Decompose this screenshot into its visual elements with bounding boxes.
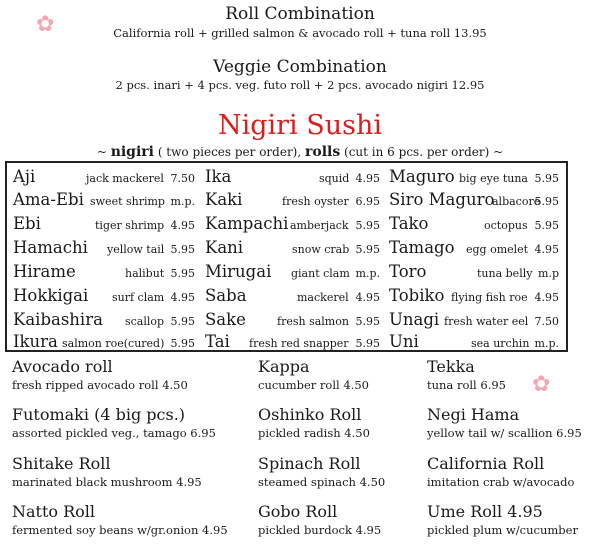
roll-item	[12, 405, 216, 440]
nigiri-item-price: 4.95	[534, 291, 559, 304]
nigiri-item	[13, 167, 195, 191]
nigiri-item-name: Ebi	[13, 214, 41, 233]
nigiri-item-name: Toro	[389, 262, 427, 281]
roll-name: Negi Hama	[427, 405, 520, 424]
roll-desc: assorted pickled veg., tamago 6.95	[12, 426, 216, 440]
roll-name: Natto Roll	[12, 502, 96, 521]
nigiri-item-desc: squid	[319, 172, 350, 185]
roll-name: Kappa	[258, 357, 310, 376]
roll-desc: pickled burdock 4.95	[258, 523, 382, 537]
roll-item	[427, 454, 574, 489]
nigiri-item-name: Tamago	[389, 238, 455, 257]
nigiri-item-price: 5.95	[534, 219, 559, 232]
nigiri-item-name: Ika	[205, 167, 232, 186]
roll-name: Ume Roll 4.95	[427, 502, 543, 521]
roll-item	[12, 502, 228, 537]
roll-name: Oshinko Roll	[258, 405, 362, 424]
nigiri-item	[205, 214, 380, 238]
nigiri-item-name: Maguro	[389, 167, 455, 186]
nigiri-item-price: 4.95	[355, 172, 380, 185]
nigiri-item-desc: big eye tuna	[459, 172, 528, 185]
roll-name: Spinach Roll	[258, 454, 361, 473]
roll-name: Futomaki (4 big pcs.)	[12, 405, 186, 424]
nigiri-item	[389, 214, 559, 238]
nigiri-item	[13, 332, 195, 356]
nigiri-item-price: 7.50	[534, 315, 559, 328]
roll-desc: fresh ripped avocado roll 4.50	[12, 378, 188, 392]
nigiri-item-name: Ikura	[13, 332, 58, 351]
nigiri-item-desc: amberjack	[290, 219, 349, 232]
nigiri-item-name: Tako	[389, 214, 429, 233]
roll-name: Avocado roll	[12, 357, 113, 376]
nigiri-item-price: 5.95	[355, 219, 380, 232]
nigiri-item-desc: albacore	[492, 195, 541, 208]
nigiri-item-price: 5.95	[170, 337, 195, 350]
nigiri-item	[389, 167, 559, 191]
nigiri-item	[389, 332, 559, 356]
nigiri-item-desc: jack mackerel	[86, 172, 164, 185]
nigiri-item-price: 5.95	[170, 267, 195, 280]
nigiri-item-name: Saba	[205, 286, 247, 305]
nigiri-item	[389, 310, 559, 334]
nigiri-item	[205, 310, 380, 334]
nigiri-item-price: 5.95	[355, 315, 380, 328]
nigiri-item-desc: snow crab	[292, 243, 350, 256]
roll-item	[258, 454, 385, 489]
roll-name: California Roll	[427, 454, 545, 473]
nigiri-item-desc: mackerel	[297, 291, 349, 304]
roll-item	[427, 405, 582, 440]
nigiri-item-name: Mirugai	[205, 262, 272, 281]
roll-desc: imitation crab w/avocado	[427, 475, 575, 489]
nigiri-item-price: 5.95	[170, 243, 195, 256]
nigiri-item-desc: salmon roe(cured)	[62, 337, 165, 350]
nigiri-item	[389, 262, 559, 286]
nigiri-item-desc: yellow tail	[107, 243, 165, 256]
nigiri-item-desc: halibut	[125, 267, 165, 280]
nigiri-item-name: Kaibashira	[13, 310, 103, 329]
nigiri-sushi-title: Nigiri Sushi	[217, 110, 383, 141]
nigiri-item-name: Hokkigai	[13, 286, 89, 305]
roll-desc: pickled plum w/cucumber	[427, 523, 578, 537]
nigiri-item	[205, 332, 380, 356]
nigiri-item	[389, 190, 559, 214]
nigiri-item-price: m.p.	[355, 267, 380, 280]
roll-name: Shitake Roll	[12, 454, 111, 473]
roll-desc: fermented soy beans w/gr.onion 4.95	[12, 523, 228, 537]
nigiri-item	[13, 238, 195, 262]
nigiri-item-price: 4.95	[355, 291, 380, 304]
roll-item	[258, 357, 369, 392]
nigiri-item-name: Kaki	[205, 190, 243, 209]
nigiri-item-desc: flying fish roe	[451, 291, 528, 304]
roll-name: Gobo Roll	[258, 502, 338, 521]
nigiri-item-price: 6.95	[355, 195, 380, 208]
nigiri-item-price: m.p.	[170, 195, 195, 208]
cherry-blossom-icon: ✿	[532, 372, 551, 397]
nigiri-item-name: Kampachi	[205, 214, 289, 233]
nigiri-item-price: 4.95	[534, 243, 559, 256]
nigiri-item-desc: fresh red snapper	[249, 337, 349, 350]
veggie-combination-title: Veggie Combination	[213, 57, 387, 77]
nigiri-item-desc: fresh water eel	[444, 315, 529, 328]
roll-desc: marinated black mushroom 4.95	[12, 475, 202, 489]
nigiri-item-desc: giant clam	[291, 267, 350, 280]
nigiri-item-desc: octopus	[484, 219, 528, 232]
roll-item	[12, 454, 202, 489]
nigiri-item-desc: tiger shrimp	[95, 219, 165, 232]
nigiri-item-name: Tai	[205, 332, 230, 351]
nigiri-item-desc: fresh salmon	[277, 315, 349, 328]
nigiri-item	[13, 190, 195, 214]
nigiri-item-name: Unagi	[389, 310, 440, 329]
nigiri-item	[205, 190, 380, 214]
nigiri-item-price: 5.95	[355, 337, 380, 350]
nigiri-item-name: Aji	[13, 167, 36, 186]
nigiri-item-price: 4.95	[170, 291, 195, 304]
nigiri-item-desc: tuna belly	[477, 267, 533, 280]
roll-desc: pickled radish 4.50	[258, 426, 370, 440]
nigiri-item-price: 5.95	[534, 172, 559, 185]
nigiri-item-price: m.p	[538, 267, 559, 280]
roll-item	[12, 357, 188, 392]
roll-item	[258, 405, 370, 440]
roll-desc: cucumber roll 4.50	[258, 378, 369, 392]
roll-desc: steamed spinach 4.50	[258, 475, 386, 489]
roll-item	[427, 357, 506, 392]
nigiri-item	[205, 286, 380, 310]
roll-desc: tuna roll 6.95	[427, 378, 506, 392]
nigiri-subtitle: ~ nigiri ( two pieces per order), rolls (cut in 6 pcs. per order) ~	[96, 144, 504, 160]
nigiri-item-price: 5.95	[170, 315, 195, 328]
nigiri-item-name: Siro Maguro	[389, 190, 495, 209]
roll-desc: yellow tail w/ scallion 6.95	[427, 426, 582, 440]
nigiri-item-desc: sweet shrimp	[90, 195, 165, 208]
nigiri-item	[205, 262, 380, 286]
nigiri-item-name: Tobiko	[389, 286, 445, 305]
nigiri-item	[389, 286, 559, 310]
nigiri-item	[389, 238, 559, 262]
nigiri-item-name: Sake	[205, 310, 246, 329]
nigiri-item-desc: fresh oyster	[282, 195, 349, 208]
nigiri-item	[13, 310, 195, 334]
roll-item	[258, 502, 381, 537]
nigiri-item-price: 5.95	[355, 243, 380, 256]
nigiri-item-name: Uni	[389, 332, 419, 351]
nigiri-item	[205, 238, 380, 262]
nigiri-item-desc: scallop	[125, 315, 165, 328]
nigiri-item-name: Hirame	[13, 262, 76, 281]
nigiri-item-desc: surf clam	[112, 291, 165, 304]
nigiri-item-desc: sea urchin	[471, 337, 530, 350]
nigiri-item	[13, 262, 195, 286]
nigiri-item	[13, 214, 195, 238]
roll-item	[427, 502, 578, 537]
nigiri-item-price: 4.95	[170, 219, 195, 232]
nigiri-menu-box	[5, 161, 568, 352]
nigiri-item-name: Hamachi	[13, 238, 88, 257]
nigiri-item	[13, 286, 195, 310]
nigiri-item	[205, 167, 380, 191]
nigiri-item-name: Ama-Ebi	[13, 190, 84, 209]
veggie-combination-desc: 2 pcs. inari + 4 pcs. veg. futo roll + 2 pcs. avocado nigiri 12.95	[115, 78, 485, 92]
roll-combination-desc: California roll + grilled salmon & avocado roll + tuna roll 13.95	[113, 26, 487, 40]
nigiri-item-price: m.p.	[534, 337, 559, 350]
roll-name: Tekka	[427, 357, 475, 376]
nigiri-item-price: 5.95	[534, 195, 559, 208]
cherry-blossom-icon: ✿	[36, 12, 55, 37]
nigiri-item-name: Kani	[205, 238, 244, 257]
roll-combination-title: Roll Combination	[225, 4, 375, 24]
nigiri-item-desc: egg omelet	[466, 243, 529, 256]
nigiri-item-price: 7.50	[170, 172, 195, 185]
